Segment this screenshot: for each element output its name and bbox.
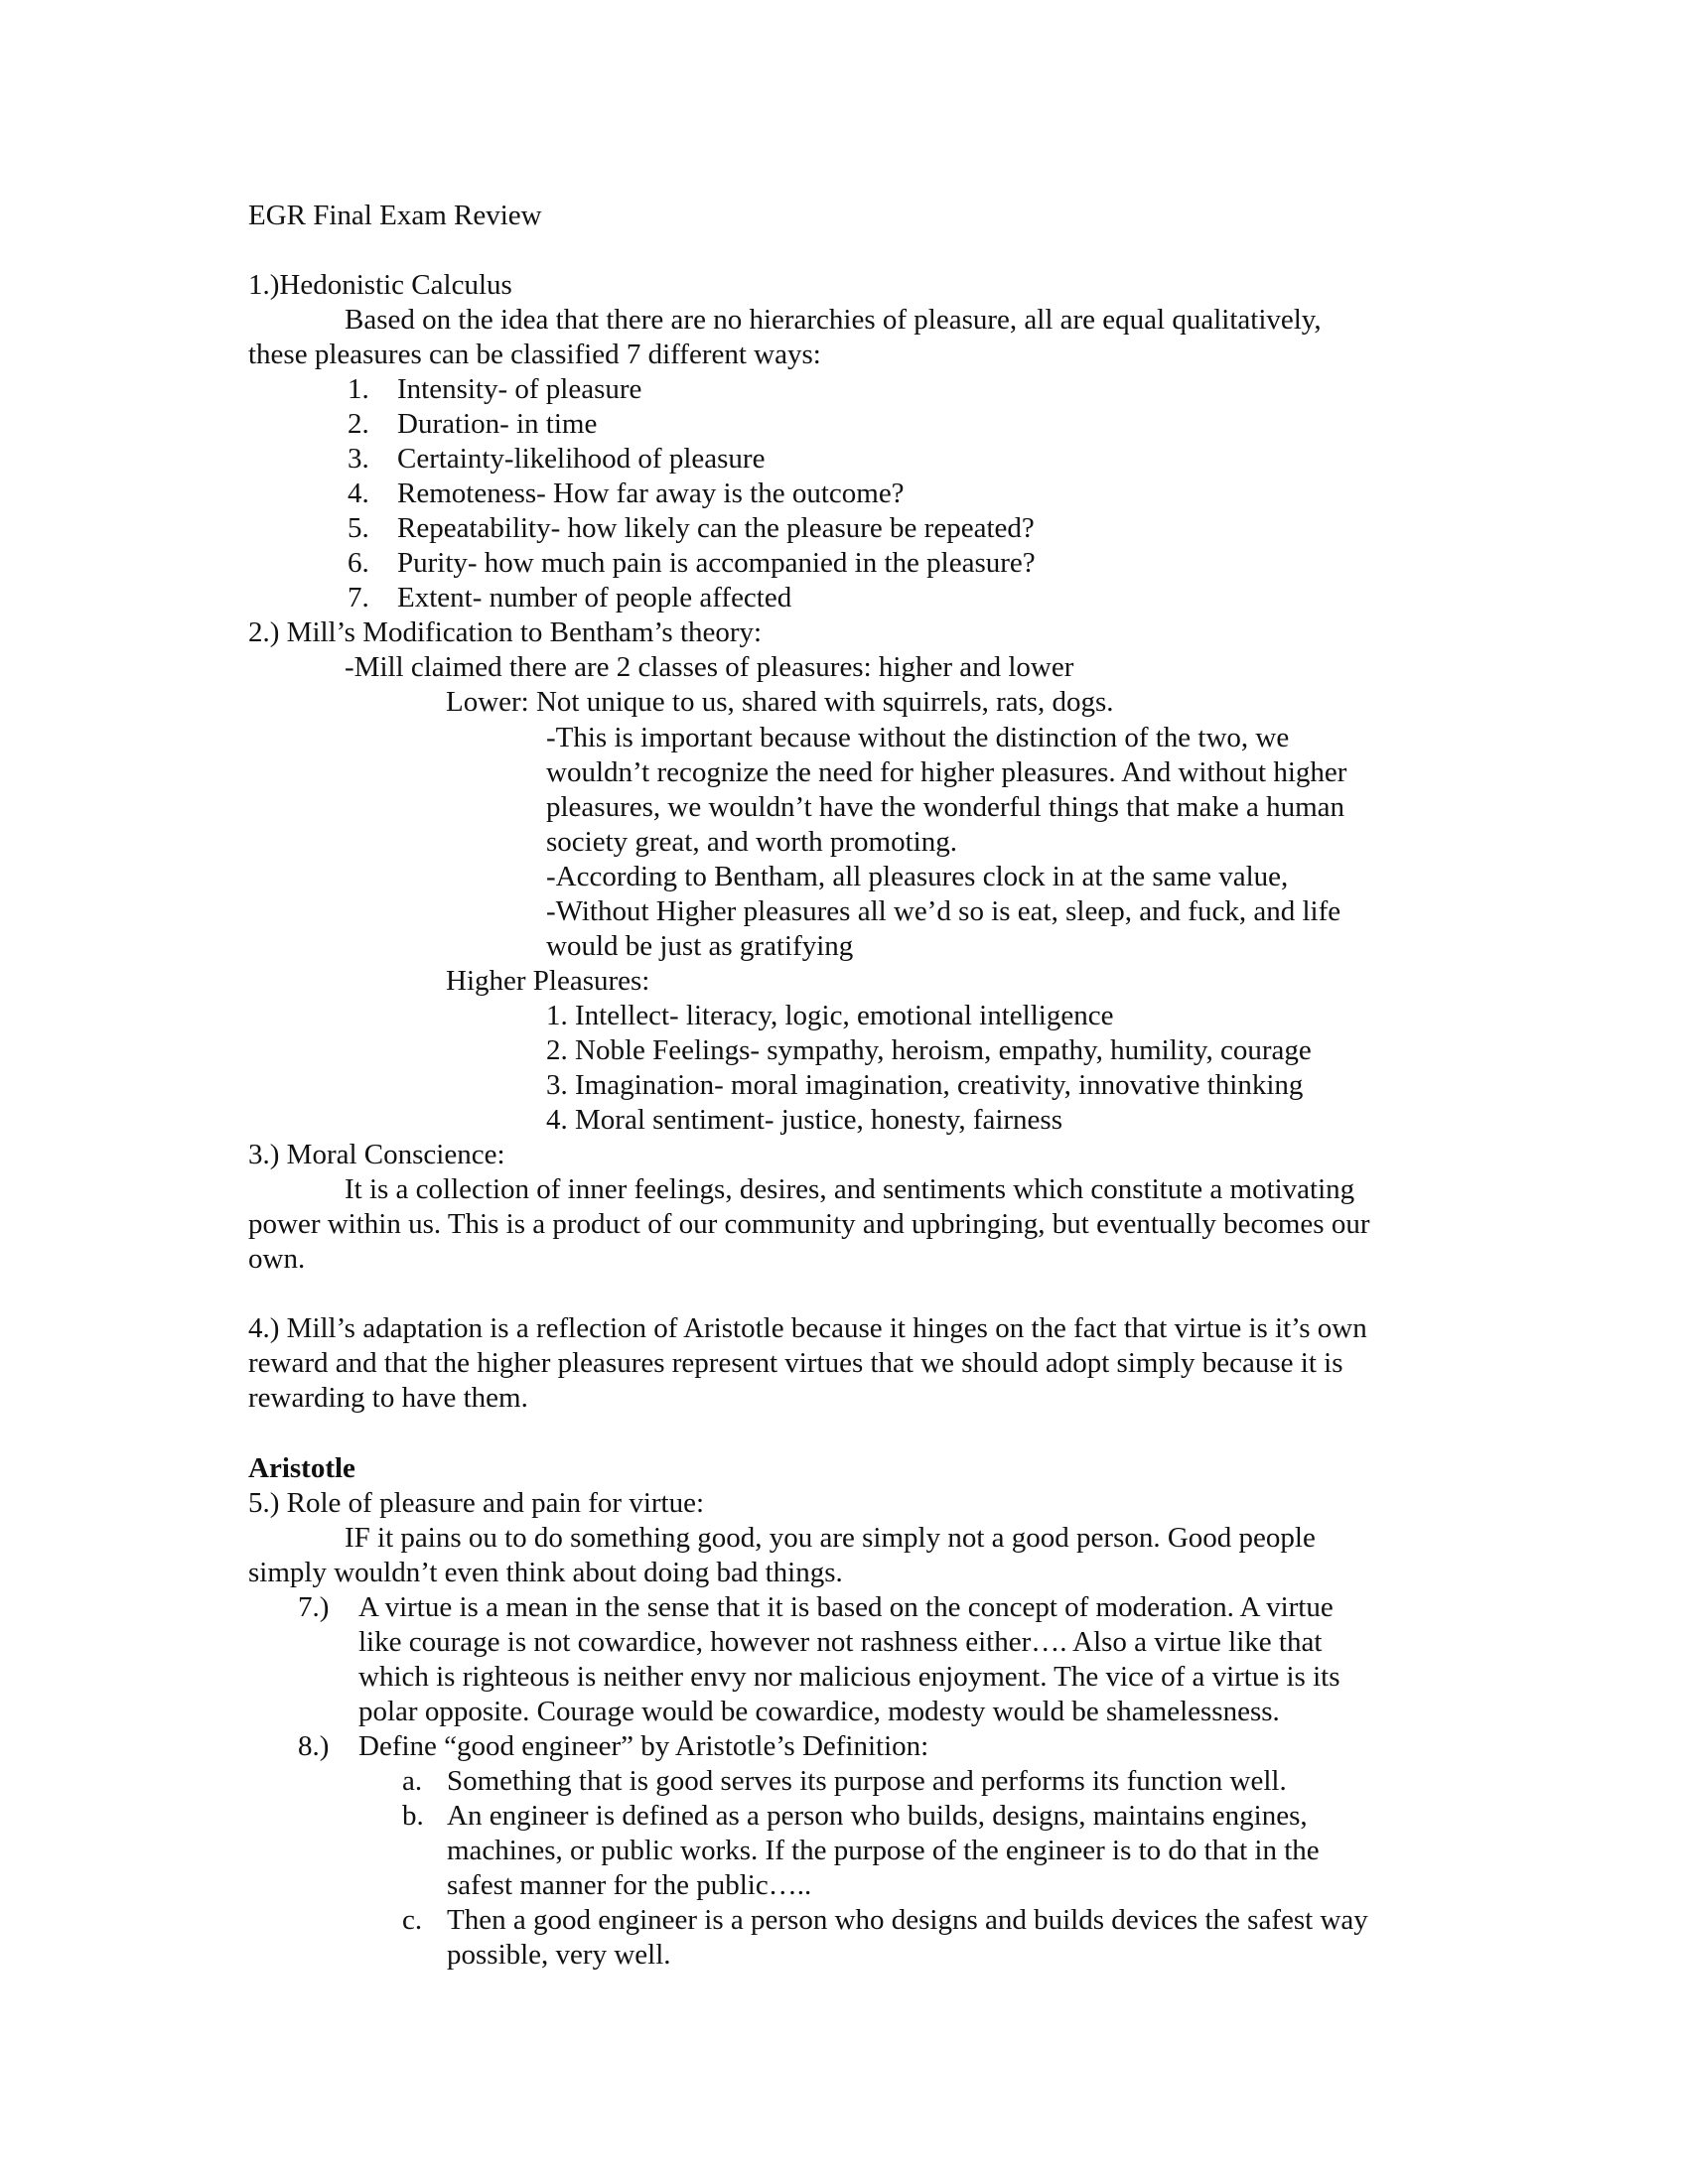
- section-8-heading: Define “good engineer” by Aristotle’s Definition:: [358, 1730, 929, 1762]
- higher-pleasure-item: 4. Moral sentiment- justice, honesty, fairness: [546, 1104, 1063, 1136]
- list-number: 7.: [348, 582, 369, 614]
- list-item: Intensity- of pleasure: [397, 373, 642, 405]
- higher-pleasure-item: 2. Noble Feelings- sympathy, heroism, empathy, humility, courage: [546, 1034, 1312, 1066]
- section-2-claim: -Mill claimed there are 2 classes of pleasures: higher and lower: [345, 651, 1074, 683]
- section-1-intro-line: these pleasures can be classified 7 different ways:: [248, 339, 821, 370]
- document-title: EGR Final Exam Review: [248, 200, 542, 231]
- list-item: Extent- number of people affected: [397, 582, 792, 614]
- list-number: 3.: [348, 443, 369, 475]
- higher-pleasure-item: 3. Imagination- moral imagination, creativity, innovative thinking: [546, 1069, 1304, 1101]
- section-8-item-letter: c.: [402, 1904, 423, 1936]
- section-8-item-line: possible, very well.: [447, 1939, 671, 1971]
- lower-note-line: -This is important because without the distinction of the two, we: [546, 722, 1290, 753]
- list-number: 5.: [348, 512, 369, 544]
- list-number: 4.: [348, 478, 369, 509]
- lower-note-line: pleasures, we wouldn’t have the wonderful things that make a human: [546, 791, 1344, 823]
- lower-note-line: would be just as gratifying: [546, 930, 854, 962]
- list-item: Purity- how much pain is accompanied in the pleasure?: [397, 547, 1036, 579]
- section-1-intro-line: Based on the idea that there are no hierarchies of pleasure, all are equal qualitatively,: [345, 304, 1322, 336]
- higher-pleasure-item: 1. Intellect- literacy, logic, emotional intelligence: [546, 1000, 1114, 1031]
- section-8-item-line: safest manner for the public…..: [447, 1869, 812, 1901]
- section-7-line: polar opposite. Courage would be cowardice, modesty would be shamelessness.: [358, 1696, 1280, 1727]
- section-8-item-line: An engineer is defined as a person who builds, designs, maintains engines,: [447, 1800, 1308, 1832]
- section-3-line: power within us. This is a product of our community and upbringing, but eventually becomes our: [248, 1208, 1370, 1240]
- section-4-line: rewarding to have them.: [248, 1382, 528, 1414]
- section-8-item-letter: a.: [402, 1765, 423, 1797]
- section-7-line: which is righteous is neither envy nor malicious enjoyment. The vice of a virtue is its: [358, 1661, 1340, 1693]
- list-number: 6.: [348, 547, 369, 579]
- section-8-number: 8.): [298, 1730, 330, 1762]
- section-2-heading: 2.) Mill’s Modification to Bentham’s theory:: [248, 616, 763, 648]
- section-8-item-line: Then a good engineer is a person who designs and builds devices the safest way: [447, 1904, 1368, 1936]
- section-7-number: 7.): [298, 1591, 330, 1623]
- section-3-line: own.: [248, 1243, 306, 1275]
- lower-note-line: -Without Higher pleasures all we’d so is eat, sleep, and fuck, and life: [546, 895, 1341, 927]
- list-item: Repeatability- how likely can the pleasure be repeated?: [397, 512, 1035, 544]
- section-1-heading: 1.)Hedonistic Calculus: [248, 269, 512, 301]
- lower-note-line: -According to Bentham, all pleasures clock in at the same value,: [546, 861, 1289, 892]
- section-5-line: simply wouldn’t even think about doing bad things.: [248, 1557, 843, 1588]
- section-7-line: like courage is not cowardice, however not rashness either…. Also a virtue like that: [358, 1626, 1323, 1658]
- section-8-item-line: Something that is good serves its purpose and performs its function well.: [447, 1765, 1287, 1797]
- section-5-line: IF it pains ou to do something good, you are simply not a good person. Good people: [345, 1522, 1316, 1554]
- lower-pleasures-label: Lower: Not unique to us, shared with squirrels, rats, dogs.: [446, 686, 1114, 718]
- list-item: Remoteness- How far away is the outcome?: [397, 478, 905, 509]
- section-4-line: reward and that the higher pleasures represent virtues that we should adopt simply because it is: [248, 1347, 1343, 1379]
- list-number: 1.: [348, 373, 369, 405]
- section-5-heading: 5.) Role of pleasure and pain for virtue:: [248, 1487, 705, 1519]
- section-4-line: 4.) Mill’s adaptation is a reflection of Aristotle because it hinges on the fact that virtue is it’s own: [248, 1312, 1367, 1344]
- list-item: Duration- in time: [397, 408, 598, 440]
- list-item: Certainty-likelihood of pleasure: [397, 443, 766, 475]
- section-7-line: A virtue is a mean in the sense that it is based on the concept of moderation. A virtue: [358, 1591, 1334, 1623]
- section-3-heading: 3.) Moral Conscience:: [248, 1139, 505, 1170]
- aristotle-heading: Aristotle: [248, 1452, 355, 1484]
- lower-note-line: wouldn’t recognize the need for higher pleasures. And without higher: [546, 756, 1347, 788]
- section-8-item-line: machines, or public works. If the purpose of the engineer is to do that in the: [447, 1835, 1320, 1866]
- list-number: 2.: [348, 408, 369, 440]
- higher-pleasures-label: Higher Pleasures:: [446, 965, 650, 997]
- section-3-line: It is a collection of inner feelings, desires, and sentiments which constitute a motivating: [345, 1173, 1355, 1205]
- section-8-item-letter: b.: [402, 1800, 424, 1832]
- lower-note-line: society great, and worth promoting.: [546, 826, 957, 858]
